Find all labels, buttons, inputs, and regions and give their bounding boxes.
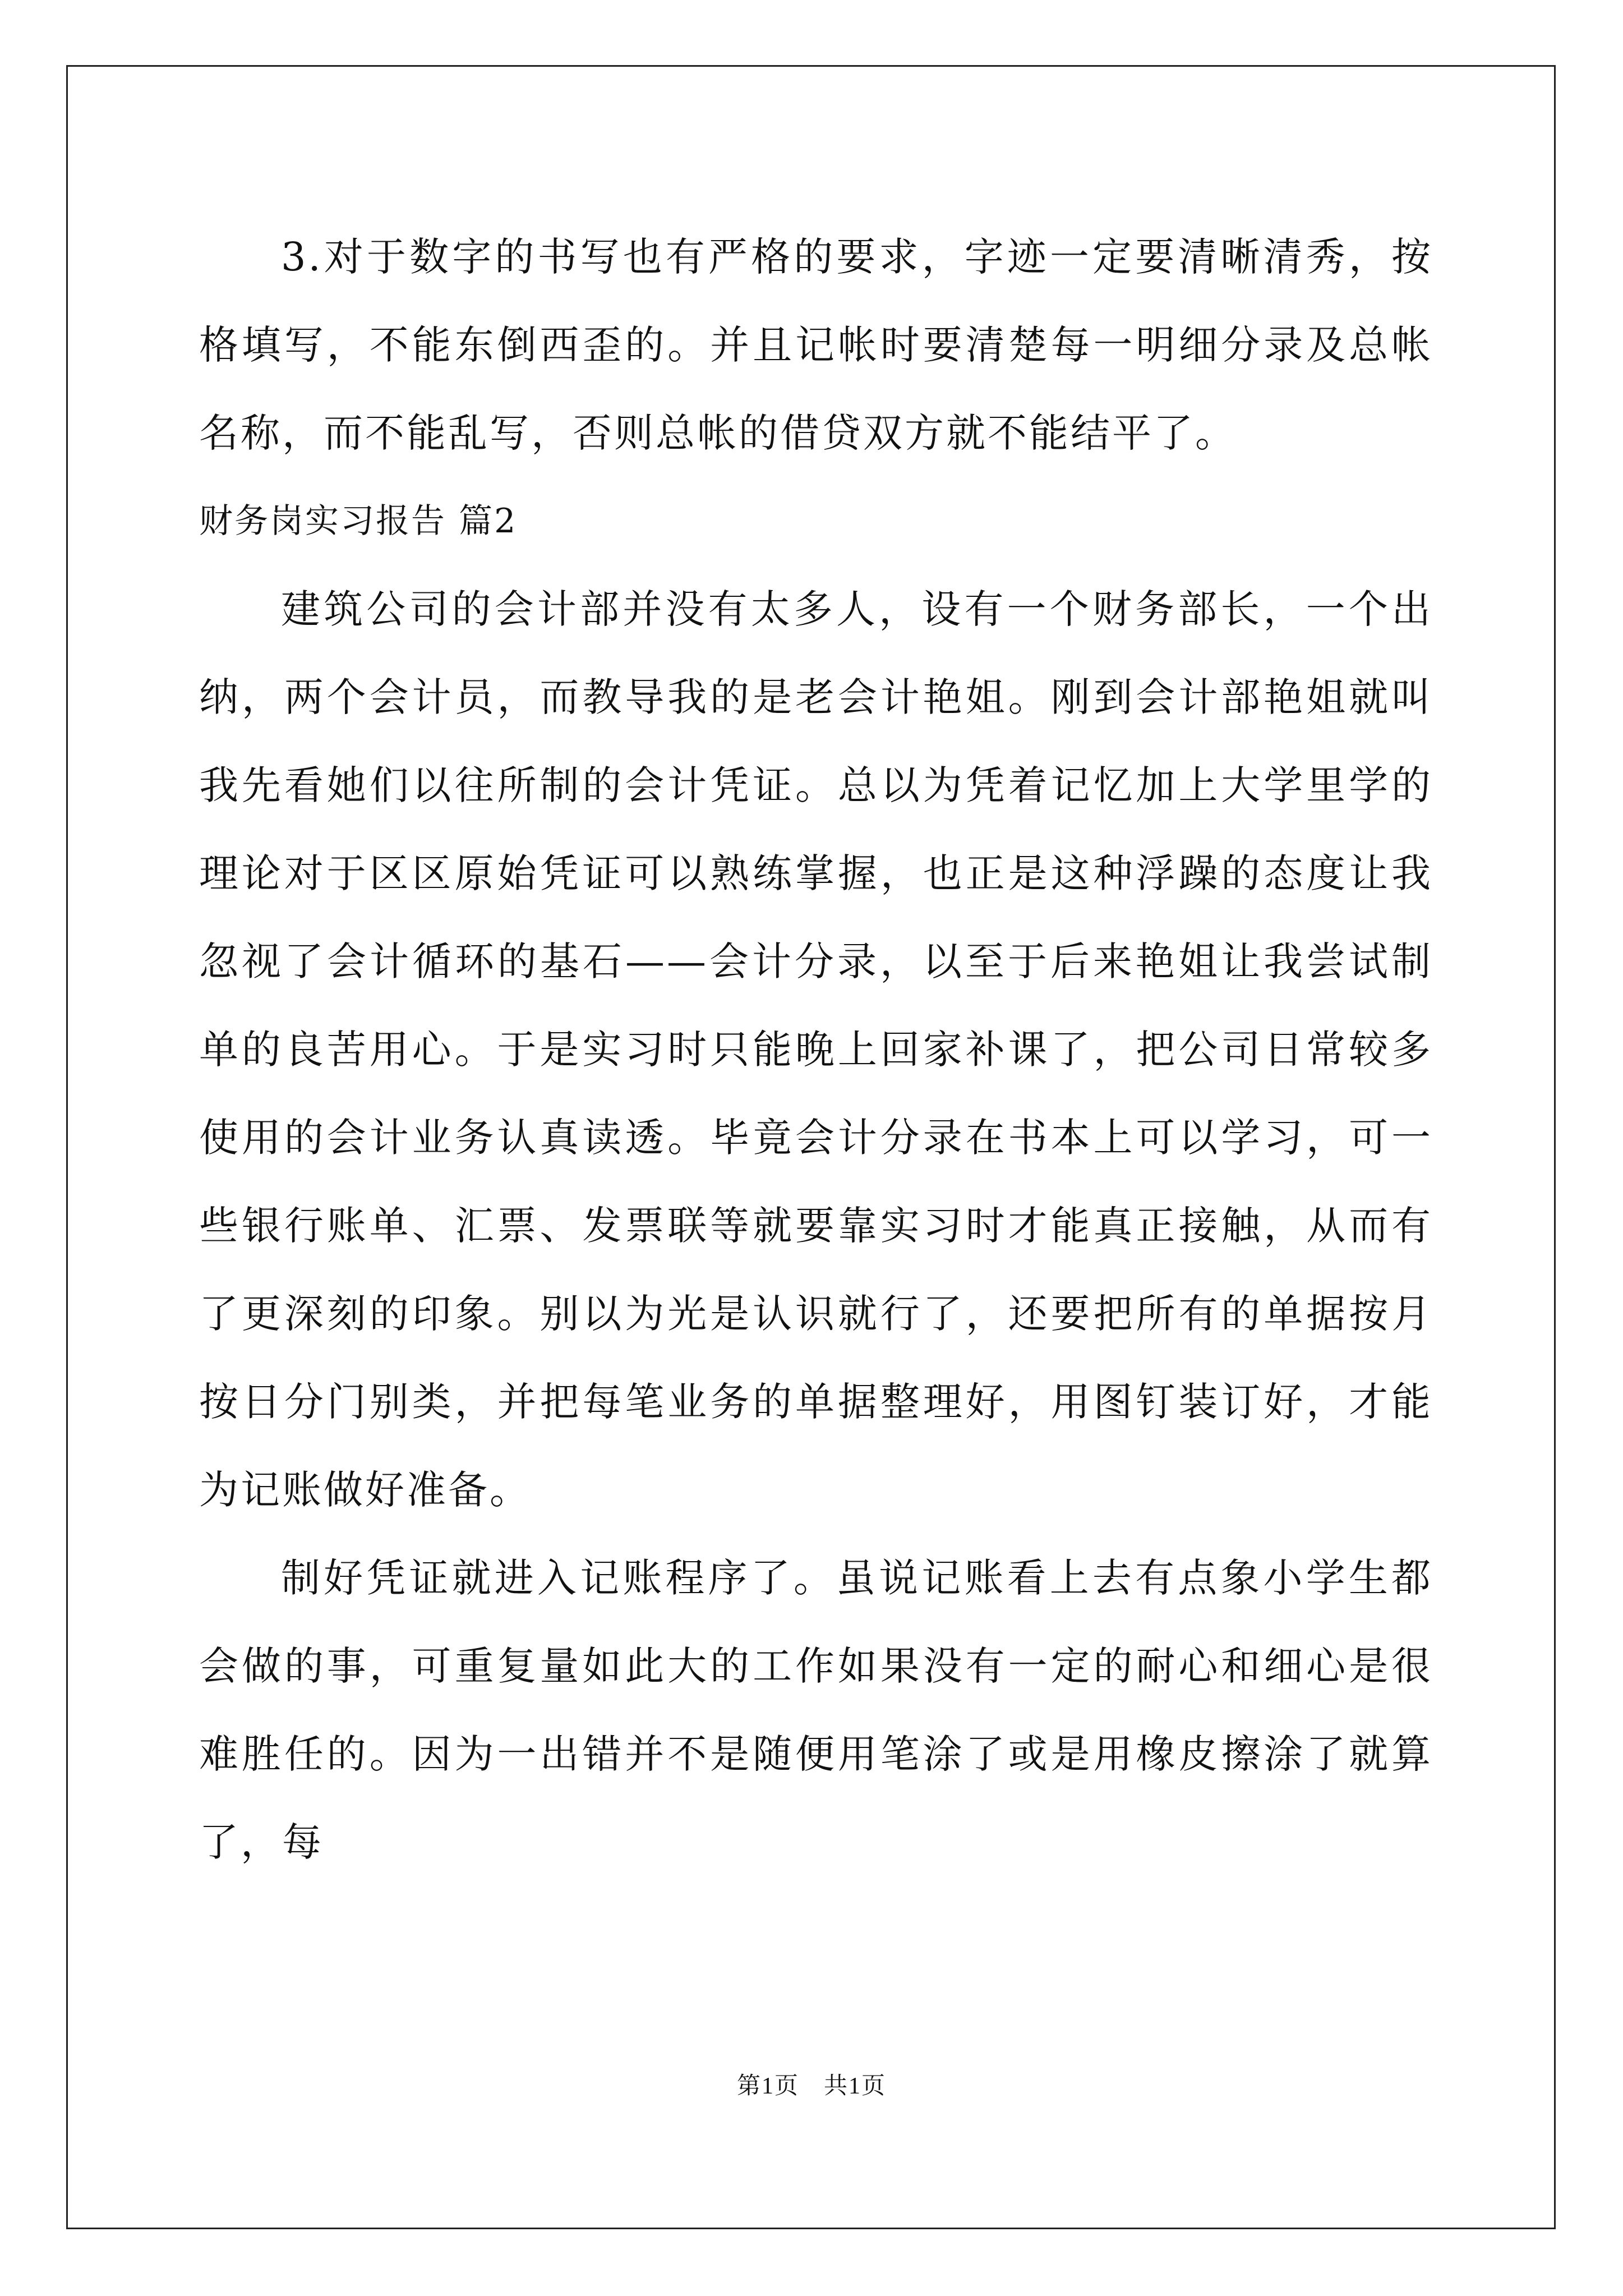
paragraph-accounting-department: 建筑公司的会计部并没有太多人，设有一个财务部长，一个出纳，两个会计员，而教导我的是老会计艳姐。刚到会计部艳姐就叫我先看她们以往所制的会计凭证。总以为凭着记忆加上大学里学的理论对于区区原始凭证可以熟练掌握，也正是这种浮躁的态度让我忽视了会计循环的基石——会计分录，以至于后来艳姐让我尝试制单的良苦用心。于是实习时只能晚上回家补课了，把公司日常较多使用的会计业务认真读透。毕竟会计分录在书本上可以学习，可一些银行账单、汇票、发票联等就要靠实习时才能真正接触，从而有了更深刻的印象。别以为光是认识就行了，还要把所有的单据按月按日分门别类，并把每笔业务的单据整理好，用图钉装订好，才能为记账做好准备。 [199,586,1433,1513]
page-number-footer: 第1页 共1页 [736,2073,886,2099]
paragraph-bookkeeping: 制好凭证就进入记账程序了。虽说记账看上去有点象小学生都会做的事，可重复量如此大的工作如果没有一定的耐心和细心是很难胜任的。因为一出错并不是随便用笔涂了或是用橡皮擦涂了就算了，每 [199,1555,1433,1865]
paragraph-number-writing: 3.对于数字的书写也有严格的要求，字迹一定要清晰清秀，按格填写，不能东倒西歪的。并且记帐时要清楚每一明细分录及总帐名称，而不能乱写，否则总帐的借贷双方就不能结平了。 [199,234,1433,456]
section-heading: 财务岗实习报告 篇2 [199,501,518,541]
document-body [199,213,1433,1887]
